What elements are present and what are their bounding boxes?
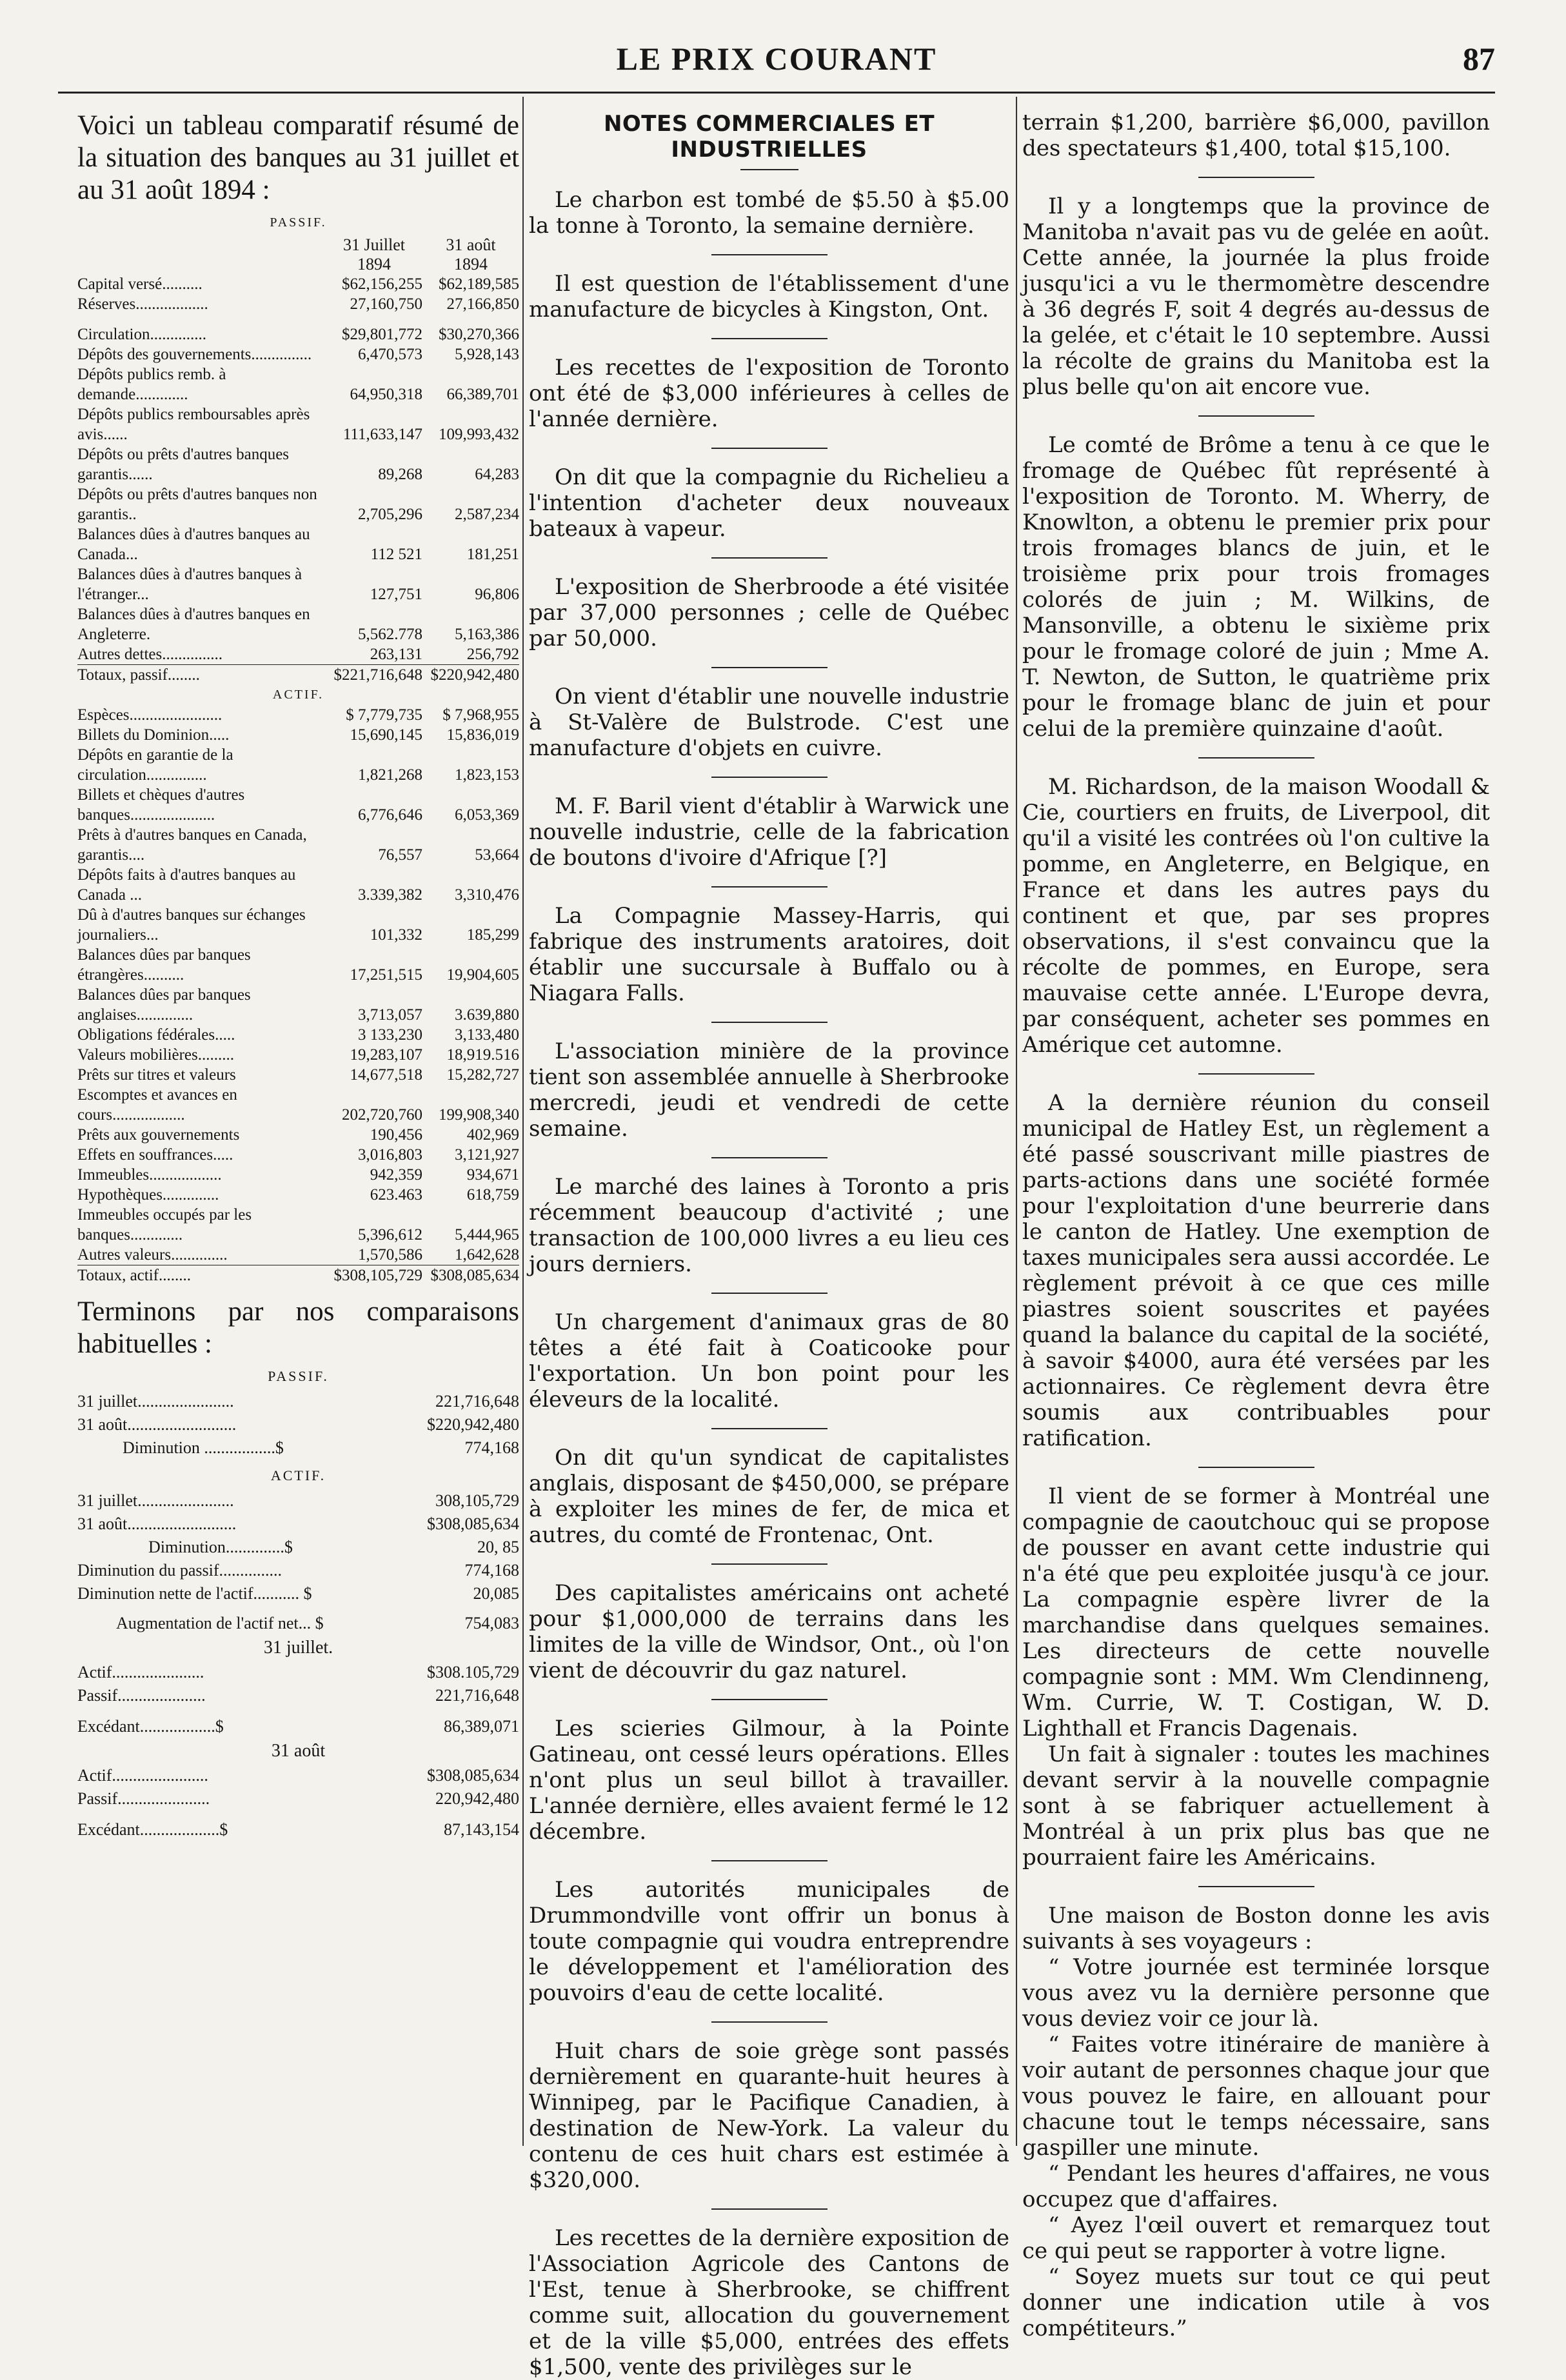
article-divider — [711, 1157, 828, 1158]
actif-row — [77, 1125, 519, 1145]
cmp-passif-dim-value: 774,168 — [464, 1438, 519, 1457]
article-divider — [711, 1293, 828, 1294]
passif-label: Autres dettes............... — [77, 646, 223, 663]
actif-july-value: 190,456 — [370, 1126, 422, 1144]
passif-label: Balances dûes à d'autres banques au Canada... — [77, 526, 310, 563]
actif-august-value: 402,969 — [466, 1126, 519, 1144]
news-item: Des capitalistes américains ont acheté pour $1,000,000 de terrains dans les limites de la ville de Windsor, Ont., où l'on vient de découvrir du gaz naturel. — [529, 1580, 1009, 1683]
passif-label: Balances dûes à d'autres banques à l'étranger... — [77, 566, 302, 603]
passif-august-value: $62,189,585 — [439, 275, 519, 293]
actif-august-value: 15,282,727 — [446, 1066, 519, 1084]
header-rule — [58, 92, 1495, 94]
actif-label: Escomptes et avances en cours.................. — [77, 1086, 237, 1124]
actif-row — [77, 1245, 519, 1265]
column-bank-statement — [77, 110, 519, 2152]
actif-row — [77, 725, 519, 745]
column-divider-2 — [1016, 97, 1017, 2146]
actif-row — [77, 1065, 519, 1085]
article-divider — [711, 448, 828, 449]
passif-august-value: 109,993,432 — [439, 426, 519, 443]
article-divider — [1198, 1073, 1314, 1075]
actif-row — [77, 1045, 519, 1065]
news-item: Il est question de l'établissement d'une manufacture de bicycles à Kingston, Ont. — [529, 271, 1009, 322]
passif-row — [77, 644, 519, 665]
passif-title: PASSIF. — [270, 215, 327, 230]
passif-july-value: 89,268 — [378, 466, 422, 483]
actif-row — [77, 905, 519, 945]
actif-august-value: 3,310,476 — [455, 886, 519, 904]
actif-total-row — [77, 1265, 519, 1286]
boston-tip: “ Pendant les heures d'affaires, ne vous occupez que d'affaires. — [1022, 2161, 1490, 2212]
passif-july-value: 263,131 — [370, 646, 422, 663]
passif-total-label: Totaux, passif........ — [77, 665, 326, 686]
passif-row — [77, 364, 519, 404]
actif-august-value: 3.639,880 — [455, 1006, 519, 1024]
actif-august-value: 53,664 — [475, 846, 519, 864]
cmp-passif-row — [77, 1390, 519, 1413]
news-item: L'exposition de Sherbroode a été visitée par 37,000 personnes ; celle de Québec par 50,000. — [529, 574, 1009, 651]
title-divider — [740, 169, 798, 170]
passif-july-value: 5,562.778 — [358, 626, 422, 643]
actif-july-value: 101,332 — [370, 926, 422, 944]
actif-july-value: 3,016,803 — [358, 1146, 422, 1164]
news-item: Les recettes de la dernière exposition de l'Association Agricole des Cantons de l'Est, tenue à Sherbrooke, se chiffrent comme suit, allocation du gouvernement et de la ville $5,000, entrées des effets $1,500, vente des privilèges sur le — [529, 2225, 1009, 2380]
article-divider — [711, 1563, 828, 1565]
actif-july-value: 76,557 — [378, 846, 422, 864]
july31-label: Passif..................... — [77, 1686, 206, 1705]
passif-row — [77, 314, 519, 344]
passif-july-value: 127,751 — [370, 586, 422, 603]
augment-row — [77, 1605, 519, 1635]
aug31-excedant-label: Excédant...................$ — [77, 1820, 228, 1839]
actif-row — [77, 1025, 519, 1045]
passif-august-value: 5,163,386 — [455, 626, 519, 643]
article-divider — [1198, 1886, 1314, 1887]
passif-august-value: 256,792 — [466, 646, 519, 663]
news-item: Un chargement d'animaux gras de 80 têtes a été fait à Coaticooke pour l'exportation. Un bon point pour les éleveurs de la localité. — [529, 1309, 1009, 1413]
passif-label: Capital versé.......... — [77, 275, 203, 293]
passif-july-value: $62,156,255 — [342, 275, 422, 293]
passif-label: Dépôts ou prêts d'autres banques non garantis.. — [77, 486, 317, 523]
cmp-actif-value: 308,105,729 — [435, 1491, 519, 1510]
july31-title-text: 31 juillet. — [263, 1638, 333, 1658]
caoutchouc-paragraph-2: Un fait à signaler : toutes les machines devant servir à la nouvelle compagnie sont à se fabriquer actuellement à Montréal à un prix plus bas que ne pourraient faire les Américains. — [1022, 1741, 1490, 1870]
actif-row — [77, 1145, 519, 1165]
actif-label: Hypothèques.............. — [77, 1186, 219, 1204]
aug31-row — [77, 1787, 519, 1810]
actif-row — [77, 705, 519, 725]
article-divider — [711, 1699, 828, 1700]
passif-label: Circulation.............. — [77, 326, 206, 343]
passif-july-value: 6,470,573 — [358, 346, 422, 363]
passif-label: Dépôts publics remb. à demande............. — [77, 366, 226, 403]
cmp-actif-label: 31 juillet....................... — [77, 1491, 234, 1510]
news-item: Il y a longtemps que la province de Manitoba n'avait pas vu de gelée en août. Cette année, la journée la plus froide jusqu'ici a vu le thermomètre descendre à 36 degrés F, soit 4 degrés au-dessus de la gelée, et c'était le 10 septembre. Aussi la récolte de grains du Manitoba est la plus belle qu'on ait encore vue. — [1022, 193, 1490, 400]
actif-total-july: $308,105,729 — [326, 1265, 422, 1286]
actif-row — [77, 1185, 519, 1205]
actif-row — [77, 985, 519, 1025]
july31-value: $308.105,729 — [427, 1663, 519, 1681]
aug31-value: $308,085,634 — [427, 1766, 519, 1785]
actif-row — [77, 745, 519, 785]
actif-august-value: 15,836,019 — [446, 726, 519, 744]
actif-label: Balances dûes par banques étrangères.......... — [77, 946, 251, 984]
actif-august-value: 1,823,153 — [455, 766, 519, 784]
actif-row — [77, 1205, 519, 1245]
passif-august-value: 2,587,234 — [455, 506, 519, 523]
actif-label: Valeurs mobilières......... — [77, 1046, 235, 1064]
july31-title — [77, 1635, 519, 1661]
actif-total-august: $308,085,634 — [422, 1265, 519, 1286]
july31-row — [77, 1684, 519, 1707]
actif-august-value: 3,121,927 — [455, 1146, 519, 1164]
actif-row — [77, 785, 519, 825]
col-head-july: 31 Juillet 1894 — [342, 235, 406, 273]
cmp-passif-dim-row — [77, 1436, 519, 1460]
article-divider — [711, 254, 828, 255]
july31-value: 221,716,648 — [435, 1686, 519, 1705]
july31-row — [77, 1661, 519, 1684]
actif-row — [77, 865, 519, 905]
actif-total-label: Totaux, actif........ — [77, 1265, 326, 1286]
boston-tip: “ Faites votre itinéraire de manière à voir autant de personnes chaque jour que vous pouvez le faire, en allouant pour chacune tout le temps nécessaire, sans gaspiller une minute. — [1022, 2032, 1490, 2161]
actif-label: Obligations fédérales..... — [77, 1026, 235, 1044]
passif-august-value: $30,270,366 — [439, 326, 519, 343]
actif-july-value: 202,720,760 — [342, 1106, 422, 1124]
cmp-passif-value: $220,942,480 — [427, 1415, 519, 1434]
actif-august-value: 18,919.516 — [446, 1046, 519, 1064]
news-item: Les autorités municipales de Drummondville vont offrir un bonus à toute compagnie qui voudra entreprendre le développement et l'amélioration des pouvoirs d'eau de cette localité. — [529, 1877, 1009, 2006]
cmp-more-row — [77, 1582, 519, 1605]
aug31-row — [77, 1764, 519, 1787]
passif-july-value: 112 521 — [370, 546, 422, 563]
cmp-actif-label: 31 août.......................... — [77, 1514, 237, 1533]
passif-july-value: 111,633,147 — [342, 426, 422, 443]
passif-label: Réserves.................. — [77, 295, 208, 313]
passif-july-value: 27,160,750 — [350, 295, 422, 313]
actif-july-value: 6,776,646 — [358, 806, 422, 824]
july31-label: Actif...................... — [77, 1663, 204, 1681]
notes-title: NOTES COMMERCIALES ET INDUSTRIELLES — [603, 111, 935, 163]
passif-july-value: $29,801,772 — [342, 326, 422, 343]
column-divider-1 — [522, 97, 524, 2146]
passif-august-value: 27,166,850 — [446, 295, 519, 313]
cmp-actif-row — [77, 1512, 519, 1536]
actif-label: Prêts à d'autres banques en Canada, garantis.... — [77, 826, 307, 864]
cmp-passif-row — [77, 1413, 519, 1436]
passif-row — [77, 604, 519, 644]
news-item: A la dernière réunion du conseil municipal de Hatley Est, un règlement a été passé souscrivant mille piastres de parts-actions dans une société formée pour l'exploitation d'une beurrerie dans le canton de Hatley. Une exemption de taxes municipales sera aussi accordée. Le règlement prévoit à ce que ces mille piastres soient souscrites et payées quand la balance du capital de la société, à savoir $4000, aura été versées par les actionnaires. Ce règlement devra être soumis aux contribuables pour ratification. — [1022, 1090, 1490, 1451]
caoutchouc-paragraph-1: Il vient de se former à Montréal une compagnie de caoutchouc qui se propose de pousser en avant cette industrie qui n'a été que peu exploitée jusqu'à ce jour. La compagnie espère livrer de la marchandise dans quelques semaines. Les directeurs de cette nouvelle compagnie sont : MM. Wm Clendinneng, Wm. Currie, W. T. Costigan, W. D. Lighthall et Francis Dagenais. — [1022, 1483, 1490, 1741]
passif-row — [77, 524, 519, 564]
col-head-august: 31 août 1894 — [446, 235, 496, 273]
cmp-actif-row — [77, 1489, 519, 1512]
actif-july-value: 19,283,107 — [350, 1046, 422, 1064]
actif-label: Dépôts en garantie de la circulation............... — [77, 746, 233, 784]
actif-august-value: 5,444,965 — [455, 1226, 519, 1244]
actif-july-value: 17,251,515 — [350, 966, 422, 984]
aug31-value: 220,942,480 — [435, 1789, 519, 1808]
article-divider — [711, 667, 828, 668]
cmp-passif-title: PASSIF. — [268, 1368, 329, 1384]
aug31-label: Passif...................... — [77, 1789, 210, 1808]
actif-label: Dépôts faits à d'autres banques au Canada ... — [77, 866, 296, 904]
news-item: On vient d'établir une nouvelle industrie à St-Valère de Bulstrode. C'est une manufacture d'objets en cuivre. — [529, 684, 1009, 761]
passif-label: Dépôts publics remboursables après avis...... — [77, 406, 310, 443]
actif-label: Immeubles occupés par les banques............. — [77, 1206, 252, 1244]
cmp-passif-dim-label: Diminution .................$ — [123, 1438, 284, 1457]
boston-tip: “ Votre journée est terminée lorsque vous avez vu la dernière personne que vous deviez voir ce jour là. — [1022, 1954, 1490, 2032]
article-divider — [711, 1860, 828, 1861]
continuation-text: terrain $1,200, barrière $6,000, pavillon des spectateurs $1,400, total $15,100. — [1022, 110, 1490, 161]
aug31-title: 31 août — [271, 1741, 326, 1761]
passif-total-august: $220,942,480 — [422, 665, 519, 686]
article-divider — [711, 1428, 828, 1429]
actif-row — [77, 945, 519, 985]
actif-label: Billets du Dominion..... — [77, 726, 230, 744]
passif-total-july: $221,716,648 — [326, 665, 422, 686]
cmp-passif-value: 221,716,648 — [435, 1392, 519, 1411]
article-divider — [711, 777, 828, 778]
passif-august-value: 181,251 — [466, 546, 519, 563]
page-header — [58, 40, 1495, 85]
cmp-actif-dim-label: Diminution..............$ — [148, 1538, 293, 1556]
passif-row — [77, 344, 519, 364]
boston-intro: Une maison de Boston donne les avis suivants à ses voyageurs : — [1022, 1903, 1490, 1954]
cmp-passif-label: 31 juillet....................... — [77, 1392, 234, 1411]
july31-excedant-label: Excédant..................$ — [77, 1717, 224, 1736]
actif-july-value: 623.463 — [370, 1186, 422, 1204]
cmp-passif-label: 31 août.......................... — [77, 1415, 237, 1434]
augment-value: 754,083 — [464, 1614, 519, 1632]
page-number: 87 — [1463, 41, 1495, 77]
news-item: Le marché des laines à Toronto a pris récemment beaucoup d'activité ; une transaction de 100,000 livres a eu lieu ces jours derniers. — [529, 1174, 1009, 1277]
news-item: Huit chars de soie grège sont passés dernièrement en quarante-huit heures à Winnipeg, par le Pacifique Canadien, à destination de New-York. La valeur du contenu de ces huit chars est estimée à $320,000. — [529, 2038, 1009, 2193]
actif-august-value: 19,904,605 — [446, 966, 519, 984]
news-item: Les recettes de l'exposition de Toronto ont été de $3,000 inférieures à celles de l'année dernière. — [529, 355, 1009, 432]
passif-header-row — [77, 235, 519, 274]
boston-tip: “ Ayez l'œil ouvert et remarquez tout ce qui peut se rapporter à votre ligne. — [1022, 2212, 1490, 2264]
actif-july-value: 14,677,518 — [350, 1066, 422, 1084]
actif-row — [77, 1085, 519, 1125]
bank-intro: Voici un tableau comparatif résumé de la situation des banques au 31 juillet et au 31 août 1894 : — [77, 110, 519, 205]
actif-august-value: 934,671 — [466, 1166, 519, 1184]
news-item: M. Richardson, de la maison Woodall & Cie, courtiers en fruits, de Liverpool, dit qu'il a visité les contrées où l'on cultive la pomme, en Angleterre, en Belgique, en France et dans les autres pays du continent et que, par ses propres observations, il s'est convaincu que la récolte de pommes, en Europe, sera mauvaise cette année. L'Europe devra, par conséquent, acheter ses pommes en Amérique cet automne. — [1022, 774, 1490, 1058]
aug31-excedant-row — [77, 1810, 519, 1841]
cmp-actif-value: $308,085,634 — [427, 1514, 519, 1533]
actif-july-value: 15,690,145 — [350, 726, 422, 744]
july31-excedant-row — [77, 1707, 519, 1738]
news-item: M. F. Baril vient d'établir à Warwick une nouvelle industrie, celle de la fabrication de boutons d'ivoire d'Afrique [?] — [529, 793, 1009, 871]
article-divider — [1198, 1467, 1314, 1468]
passif-total-row — [77, 665, 519, 686]
actif-august-value: 1,642,628 — [455, 1246, 519, 1264]
comparisons-intro: Terminons par nos comparaisons habituelles : — [77, 1296, 519, 1359]
actif-label: Prêts sur titres et valeurs — [77, 1066, 236, 1084]
cmp-actif-title: ACTIF. — [270, 1467, 326, 1483]
actif-august-value: 618,759 — [466, 1186, 519, 1204]
column-notes-continued — [1022, 110, 1490, 2341]
actif-august-value: $ 7,968,955 — [442, 706, 519, 724]
passif-row — [77, 274, 519, 294]
article-divider — [711, 338, 828, 339]
passif-table — [77, 235, 519, 1285]
cmp-actif-dim-row — [77, 1536, 519, 1559]
article-divider — [711, 2208, 828, 2210]
july31-excedant-value: 86,389,071 — [444, 1717, 519, 1736]
aug31-label: Actif....................... — [77, 1766, 208, 1785]
actif-label: Immeubles.................. — [77, 1166, 222, 1184]
cmp-more-label: Diminution du passif............... — [77, 1561, 282, 1580]
passif-row — [77, 484, 519, 524]
actif-label: Billets et chèques d'autres banques..................... — [77, 786, 245, 824]
augment-label: Augmentation de l'actif net... $ — [116, 1614, 324, 1632]
passif-august-value: 66,389,701 — [446, 386, 519, 403]
cmp-passif-table — [77, 1390, 519, 1460]
passif-july-value: 2,705,296 — [358, 506, 422, 523]
cmp-more-value: 774,168 — [464, 1561, 519, 1580]
cmp-more-value: 20,085 — [473, 1584, 519, 1603]
page-title: LE PRIX COURANT — [616, 41, 937, 77]
actif-row — [77, 825, 519, 865]
passif-august-value: 64,283 — [475, 466, 519, 483]
actif-july-value: 3 133,230 — [358, 1026, 422, 1044]
actif-august-value: 199,908,340 — [439, 1106, 519, 1124]
news-item: On dit qu'un syndicat de capitalistes anglais, disposant de $450,000, se prépare à exploiter les mines de fer, de mica et autres, du comté de Frontenac, Ont. — [529, 1445, 1009, 1548]
passif-row — [77, 404, 519, 444]
actif-label: Balances dûes par banques anglaises.............. — [77, 986, 251, 1024]
actif-label: Autres valeurs.............. — [77, 1246, 228, 1264]
actif-july-value: 1,570,586 — [358, 1246, 422, 1264]
aug31-table — [77, 1764, 519, 1841]
article-divider — [711, 1022, 828, 1023]
news-item: Les scieries Gilmour, à la Pointe Gatineau, ont cessé leurs opérations. Elles n'ont plus un seul billot à travailler. L'année dernière, elles avaient fermé le 12 décembre. — [529, 1716, 1009, 1845]
actif-august-value: 3,133,480 — [455, 1026, 519, 1044]
cmp-more-row — [77, 1559, 519, 1582]
article-divider — [1198, 415, 1314, 417]
passif-label: Balances dûes à d'autres banques en Angleterre. — [77, 606, 310, 643]
passif-row — [77, 564, 519, 604]
aug31-excedant-value: 87,143,154 — [444, 1820, 519, 1839]
boston-tip: “ Soyez muets sur tout ce qui peut donner une indication utile à vos compétiteurs.” — [1022, 2264, 1490, 2341]
article-divider — [1198, 757, 1314, 759]
actif-july-value: $ 7,779,735 — [346, 706, 422, 724]
actif-august-value: 6,053,369 — [455, 806, 519, 824]
passif-label: Dépôts ou prêts d'autres banques garantis...... — [77, 446, 290, 483]
passif-row — [77, 294, 519, 314]
passif-august-value: 5,928,143 — [455, 346, 519, 363]
actif-august-value: 185,299 — [466, 926, 519, 944]
passif-july-value: 64,950,318 — [350, 386, 422, 403]
actif-july-value: 3.339,382 — [358, 886, 422, 904]
news-item: L'association minière de la province tient son assemblée annuelle à Sherbrooke mercredi, jeudi et vendredi de cette semaine. — [529, 1038, 1009, 1142]
july31-table — [77, 1661, 519, 1738]
actif-july-value: 5,396,612 — [358, 1226, 422, 1244]
cmp-actif-table — [77, 1489, 519, 1635]
news-item: Le charbon est tombé de $5.50 à $5.00 la tonne à Toronto, la semaine dernière. — [529, 187, 1009, 239]
actif-label: Dû à d'autres banques sur échanges journaliers... — [77, 906, 306, 944]
cmp-actif-dim-value: 20, 85 — [477, 1538, 519, 1556]
news-item: La Compagnie Massey-Harris, qui fabrique des instruments aratoires, doit établir une succursale à Buffalo ou à Niagara Falls. — [529, 903, 1009, 1006]
column-notes-commerciales — [529, 110, 1009, 2380]
actif-label: Prêts aux gouvernements — [77, 1126, 240, 1144]
passif-label: Dépôts des gouvernements............... — [77, 346, 312, 363]
actif-july-value: 3,713,057 — [358, 1006, 422, 1024]
actif-july-value: 1,821,268 — [358, 766, 422, 784]
passif-row — [77, 444, 519, 484]
actif-label: Effets en souffrances..... — [77, 1146, 233, 1164]
passif-august-value: 96,806 — [475, 586, 519, 603]
actif-row — [77, 1165, 519, 1185]
actif-july-value: 942,359 — [370, 1166, 422, 1184]
actif-label: Espèces....................... — [77, 706, 223, 724]
article-divider — [711, 2021, 828, 2023]
article-divider — [711, 886, 828, 888]
news-item: On dit que la compagnie du Richelieu a l'intention d'acheter deux nouveaux bateaux à vapeur. — [529, 464, 1009, 542]
article-divider — [711, 557, 828, 559]
cmp-more-label: Diminution nette de l'actif........... $ — [77, 1584, 312, 1603]
actif-title: ACTIF. — [272, 688, 324, 702]
article-divider — [1198, 177, 1314, 178]
news-item: Le comté de Brôme a tenu à ce que le fromage de Québec fût représenté à l'exposition de Toronto. M. Wherry, de Knowlton, a obtenu le premier prix pour trois fromages blancs de juin, et le troisième prix pour trois fromages colorés de juin ; M. Wilkins, de Mansonville, a obtenu le sixième prix pour le fromage coloré de juin ; Mme A. T. Newton, de Sutton, le quatrième prix pour le fromage blanc de juin et pour celui de la première quinzaine d'août. — [1022, 432, 1490, 742]
